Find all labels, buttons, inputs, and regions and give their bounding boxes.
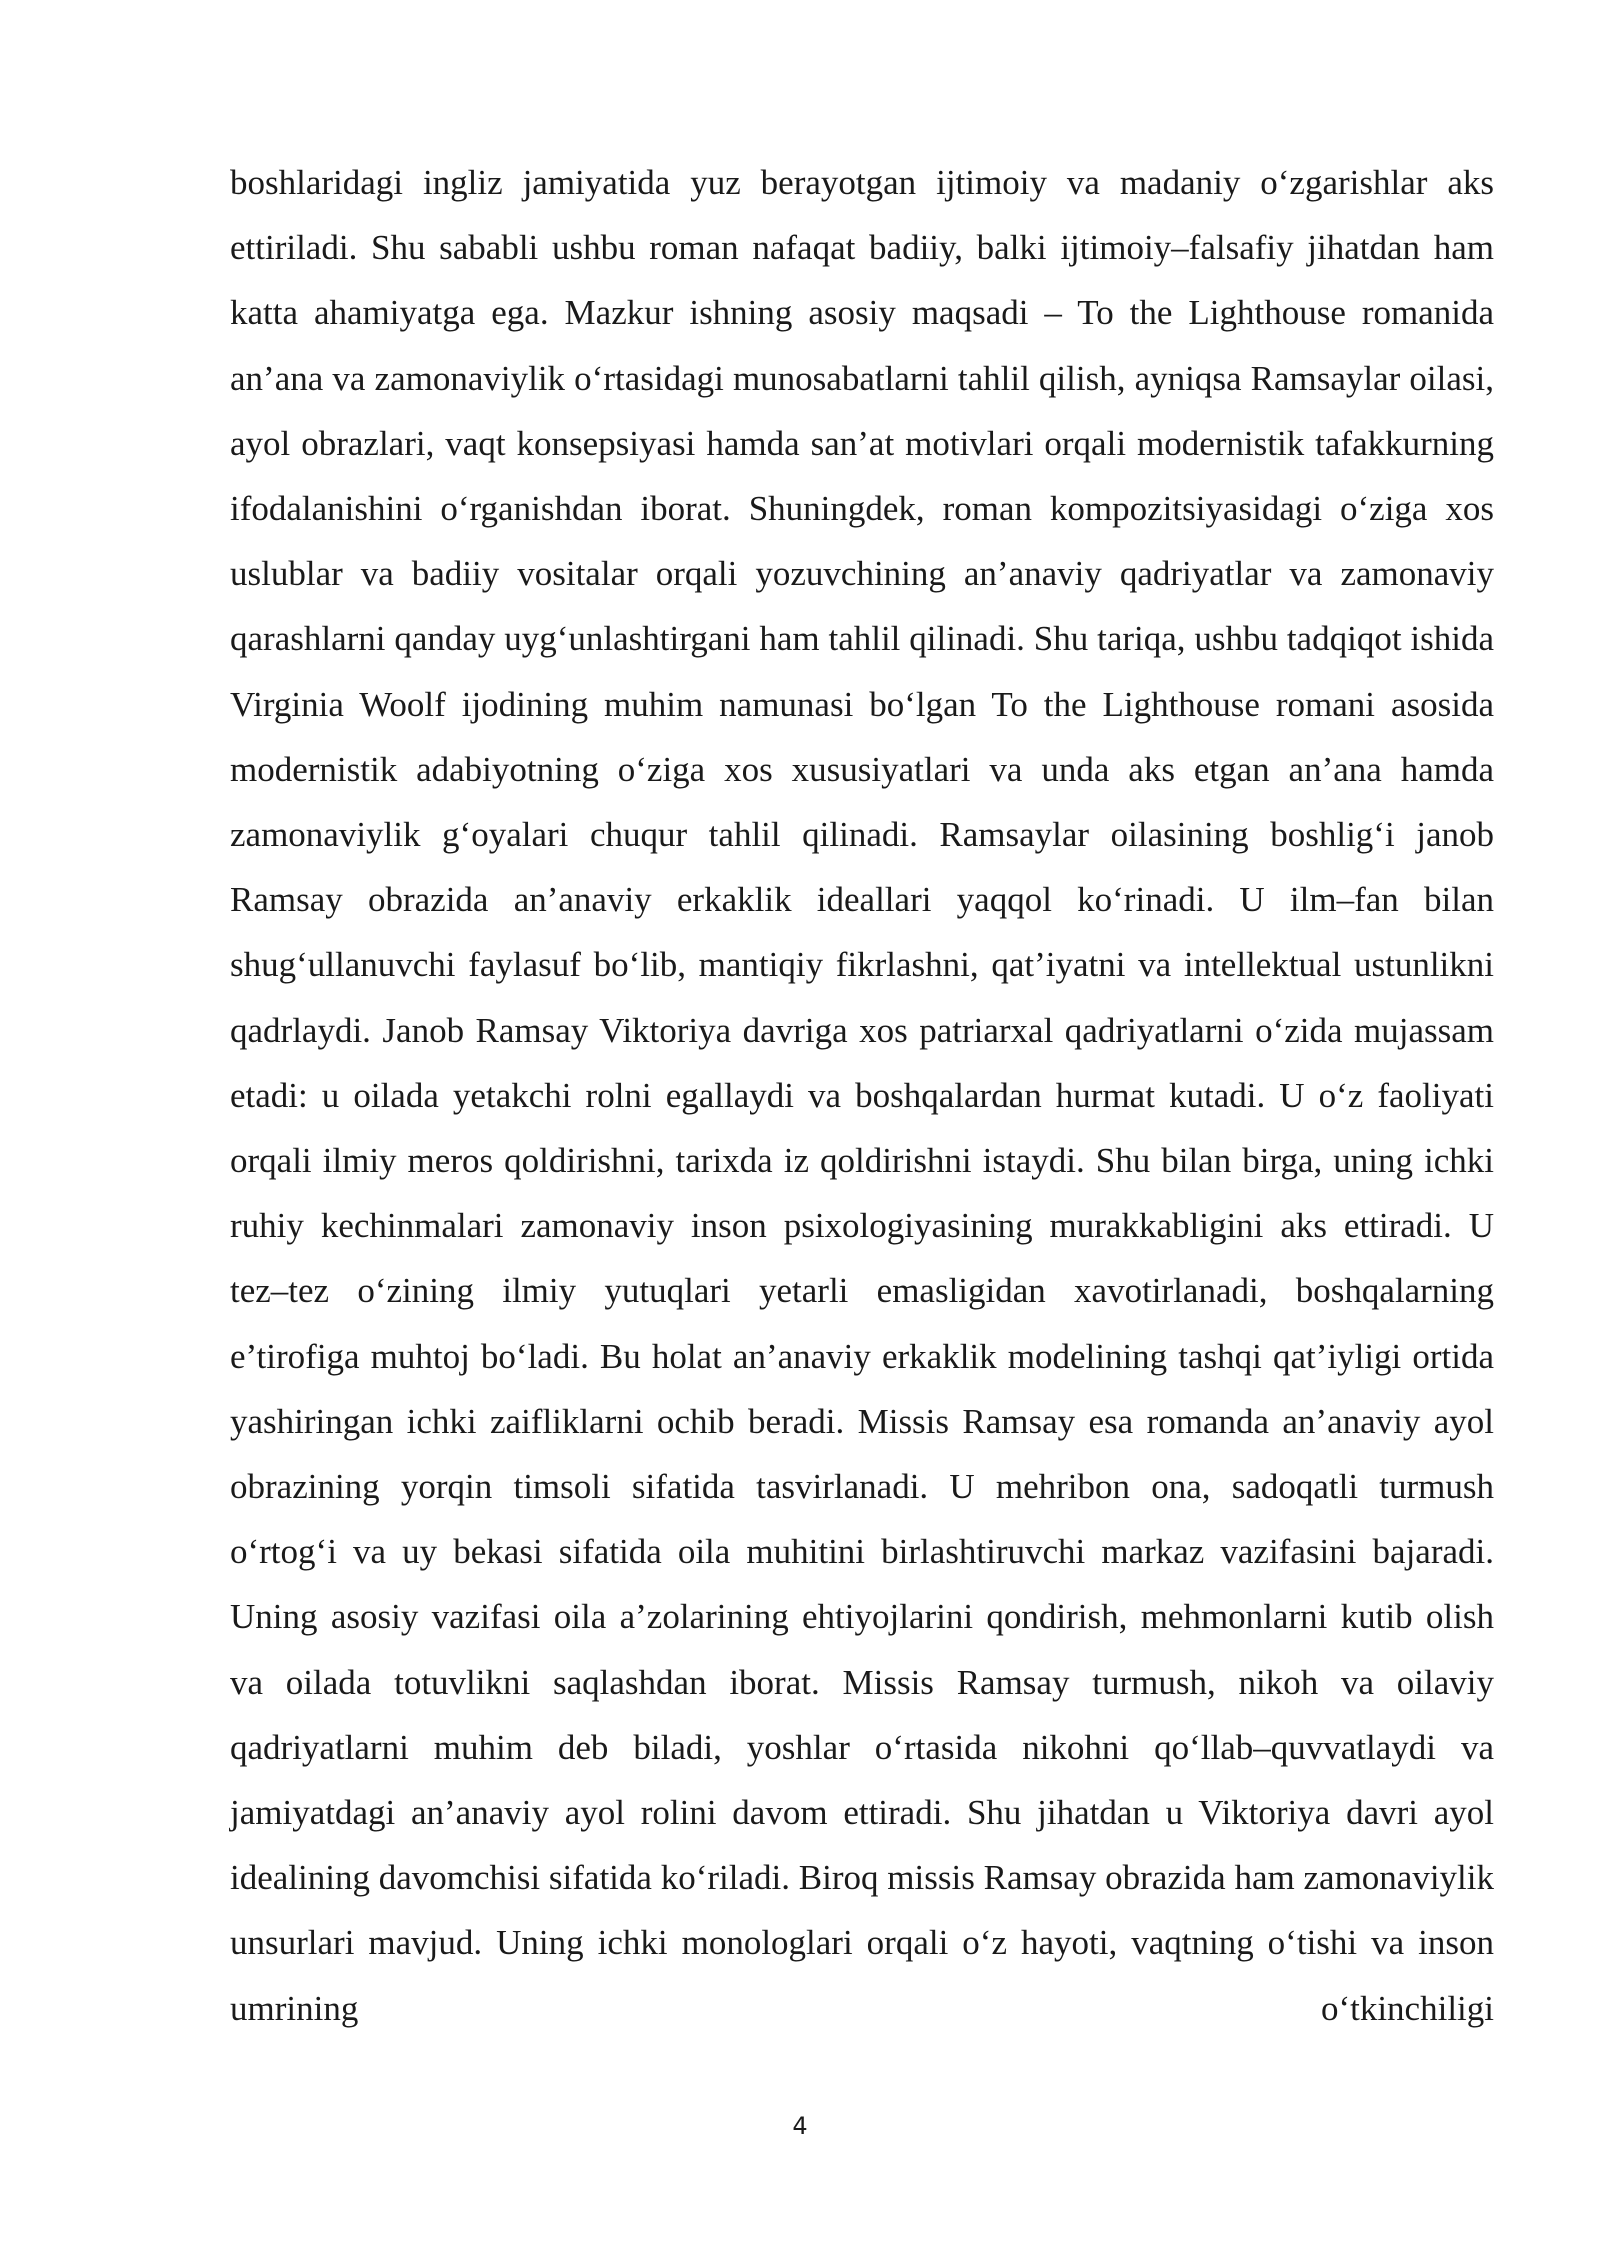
body-paragraph: boshlaridagi ingliz jamiyatida yuz berayotgan ijtimoiy va madaniy o‘zgarishlar aks ettiriladi. Shu sababli ushbu roman nafaqat badiiy, balki ijtimoiy–falsafiy jihatdan ham katta ahamiyatga ega. Mazkur ishning asosiy maqsadi – To the Lighthouse romanida an’ana va zamonaviylik o‘rtasidagi munosabatlarni tahlil qilish, ayniqsa Ramsaylar oilasi, ayol obrazlari, vaqt konsepsiyasi hamda san’at motivlari orqali modernistik tafakkurning ifodalanishini o‘rganishdan iborat. Shuningdek, roman kompozitsiyasidagi o‘ziga xos uslublar va badiiy vositalar orqali yozuvchining an’anaviy qadriyatlar va zamonaviy qarashlarni qanday uyg‘unlashtirgani ham tahlil qilinadi. Shu tariqa, ushbu tadqiqot ishida Virginia Woolf ijodining muhim namunasi bo‘lgan To the Lighthouse romani asosida modernistik adabiyotning o‘ziga xos xususiyatlari va unda aks etgan an’ana hamda zamonaviylik g‘oyalari chuqur tahlil qilinadi. Ramsaylar oilasining boshlig‘i janob Ramsay obrazida an’anaviy erkaklik ideallari yaqqol ko‘rinadi. U ilm–fan bilan shug‘ullanuvchi faylasuf bo‘lib, mantiqiy fikrlashni, qat’iyatni va intellektual ustunlikni qadrlaydi. Janob Ramsay Viktoriya davriga xos patriarxal qadriyatlarni o‘zida mujassam etadi: u oilada yetakchi rolni egallaydi va boshqalardan hurmat kutadi. U o‘z faoliyati orqali ilmiy meros qoldirishni, tarixda iz qoldirishni istaydi. Shu bilan birga, uning ichki ruhiy kechinmalari zamonaviy inson psixologiyasining murakkabligini aks ettiradi. U tez–tez o‘zining ilmiy yutuqlari yetarli emasligidan xavotirlanadi, boshqalarning e’tirofiga muhtoj bo‘ladi. Bu holat an’anaviy erkaklik modelining tashqi qat’iyligi ortida yashiringan ichki zaifliklarni ochib beradi. Missis Ramsay esa romanda an’anaviy ayol obrazining yorqin timsoli sifatida tasvirlanadi. U mehribon ona, sadoqatli turmush o‘rtog‘i va uy bekasi sifatida oila muhitini birlashtiruvchi markaz vazifasini bajaradi. Uning asosiy vazifasi oila a’zolarining ehtiyojlarini qondirish, mehmonlarni kutib olish va oilada totuvlikni saqlashdan iborat. Missis Ramsay turmush, nikoh va oilaviy qadriyatlarni muhim deb biladi, yoshlar o‘rtasida nikohni qo‘llab–quvvatlaydi va jamiyatdagi an’anaviy ayol rolini davom ettiradi. Shu jihatdan u Viktoriya davri ayol idealining davomchisi sifatida ko‘riladi. Biroq missis Ramsay obrazida ham zamonaviylik unsurlari mavjud. Uning ichki monologlari orqali o‘z hayoti, vaqtning o‘tishi va inson umrining o‘tkinchiligi	[230, 163, 1494, 2028]
page-number: 4	[792, 2112, 808, 2140]
